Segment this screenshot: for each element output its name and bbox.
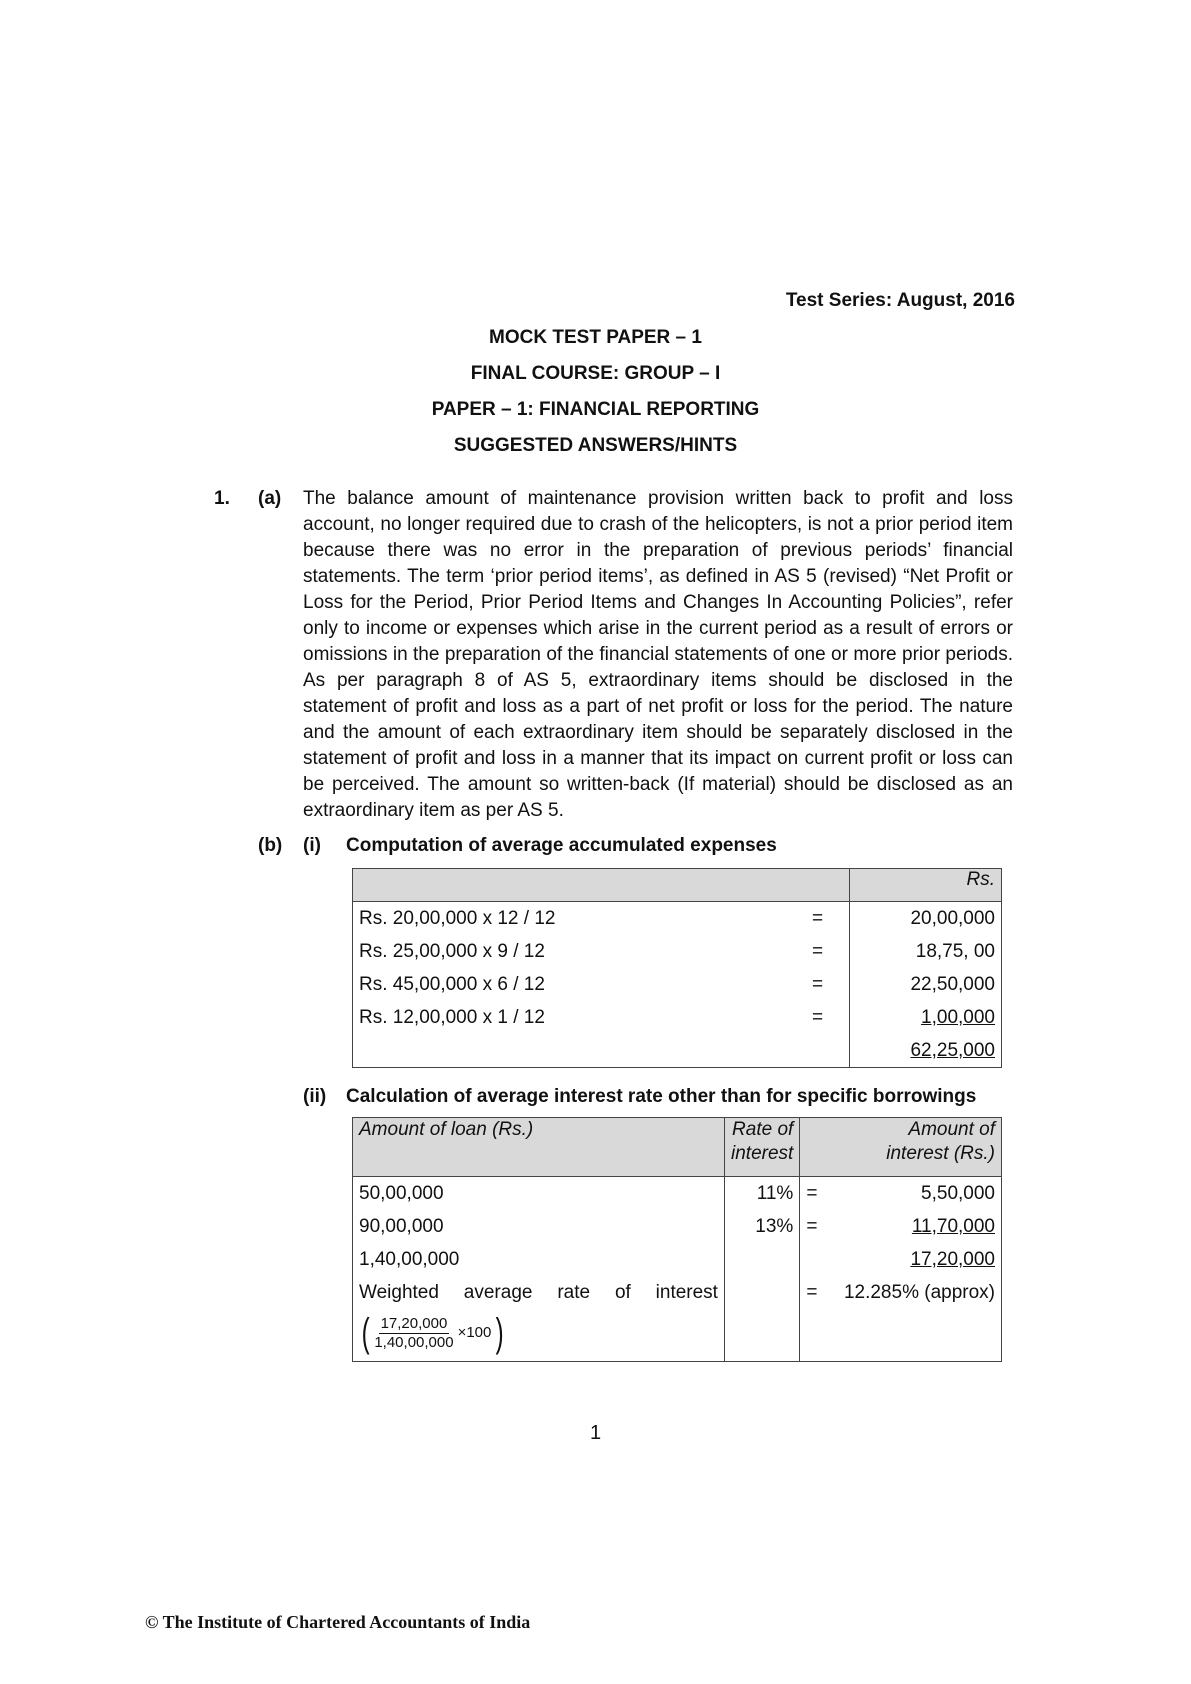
expense-desc: Rs. 25,00,000 x 9 / 12 xyxy=(353,935,786,968)
total-row xyxy=(353,1034,1002,1068)
weighted-average-label: Weighted average rate of interest xyxy=(359,1282,718,1303)
interest-total: 17,20,000 xyxy=(910,1249,995,1270)
interest-rate: 11% xyxy=(725,1177,800,1211)
part-b-ii-title: Calculation of average interest rate other than for specific borrowings xyxy=(346,1086,977,1107)
part-a-answer: The balance amount of maintenance provision written back to profit and loss account, no longer required due to crash of the helicopters, is not a prior period item because there was no error in the preparation of previous periods’ financial statements. The term ‘prior period items’, as defined in AS 5 (revised) “Net Profit or Loss for the Period, Prior Period Items and Changes In Accounting Policies”, refer only to income or expenses which arise in the current period as a result of errors or omissions in the preparation of the financial statements of one or more prior periods. As per paragraph 8 of AS 5, extraordinary items should be disclosed in the statement of profit and loss as a part of net profit or loss for the period. The nature and the amount of each extraordinary item should be separately disclosed in the statement of profit and loss in a manner that its impact on current profit or loss can be perceived. The amount so written-back (If material) should be disclosed as an extraordinary item as per AS 5. xyxy=(303,488,1013,821)
interest-table xyxy=(352,1117,1002,1362)
expense-total: 62,25,000 xyxy=(910,1040,995,1061)
part-b-i-label: (i) xyxy=(303,835,321,856)
interest-amount: 5,50,000 xyxy=(835,1177,1001,1211)
weighted-rate-value: 12.285% (approx) xyxy=(835,1276,1001,1362)
weighted-average-row xyxy=(353,1276,1002,1362)
equals-sign: = xyxy=(800,1276,835,1362)
equals-sign: = xyxy=(811,1007,824,1028)
part-b-ii-label: (ii) xyxy=(303,1086,327,1107)
table-row xyxy=(353,1243,1002,1276)
fraction-denominator: 1,40,00,000 xyxy=(374,1333,454,1351)
fraction-numerator: 17,20,000 xyxy=(380,1314,448,1332)
expenses-header-row xyxy=(353,869,1002,902)
equals-sign: = xyxy=(811,941,824,962)
equals-sign: = xyxy=(800,1177,835,1211)
answers-title: SUGGESTED ANSWERS/HINTS xyxy=(453,435,738,456)
expense-desc: Rs. 12,00,000 x 1 / 12 xyxy=(353,1001,786,1034)
expenses-table xyxy=(352,868,1002,1068)
interest-rate xyxy=(725,1243,800,1276)
col-amount-header: Amount of interest (Rs.) xyxy=(835,1118,1001,1177)
part-a-label: (a) xyxy=(258,488,282,509)
table-row xyxy=(353,935,1002,968)
loan-amount: 50,00,000 xyxy=(353,1177,725,1211)
currency-header: Rs. xyxy=(850,869,1002,902)
table-row xyxy=(353,1001,1002,1034)
expense-amount: 22,50,000 xyxy=(850,968,1002,1001)
expense-desc: Rs. 20,00,000 x 12 / 12 xyxy=(353,902,786,936)
interest-header-row xyxy=(353,1118,1002,1177)
copyright-footer: © The Institute of Chartered Accountants of India xyxy=(145,1612,531,1632)
equals-sign xyxy=(800,1243,835,1276)
question-number: 1. xyxy=(214,488,230,509)
part-b-label: (b) xyxy=(258,835,283,856)
expense-desc: Rs. 45,00,000 x 6 / 12 xyxy=(353,968,786,1001)
loan-amount: 1,40,00,000 xyxy=(353,1243,725,1276)
subject-title: PAPER – 1: FINANCIAL REPORTING xyxy=(431,399,760,420)
table-row xyxy=(353,1177,1002,1211)
paper-title: MOCK TEST PAPER – 1 xyxy=(489,327,702,348)
part-b-i-title: Computation of average accumulated expenses xyxy=(346,835,777,856)
equals-sign: = xyxy=(811,908,824,929)
weighted-rate-formula: ( $\frac{17,20,000}{1,40,00,000}$ ×100 ) xyxy=(361,1311,505,1355)
page-number: 1 xyxy=(589,1422,602,1444)
expense-amount: 1,00,000 xyxy=(921,1007,995,1028)
table-row xyxy=(353,902,1002,936)
course-title: FINAL COURSE: GROUP – I xyxy=(470,363,721,384)
table-row xyxy=(353,968,1002,1001)
col-rate-header: Rate of interest xyxy=(725,1118,800,1177)
fraction-multiplier: ×100 xyxy=(457,1324,492,1341)
expense-amount: 18,75, 00 xyxy=(850,935,1002,968)
loan-amount: 90,00,000 xyxy=(353,1210,725,1243)
col-loan-header: Amount of loan (Rs.) xyxy=(353,1118,725,1177)
interest-amount: 11,70,000 xyxy=(911,1216,995,1237)
interest-rate: 13% xyxy=(725,1210,800,1243)
equals-sign: = xyxy=(800,1210,835,1243)
test-series-label: Test Series: August, 2016 xyxy=(785,290,1015,311)
equals-sign: = xyxy=(811,974,824,995)
table-row xyxy=(353,1210,1002,1243)
expense-amount: 20,00,000 xyxy=(850,902,1002,936)
